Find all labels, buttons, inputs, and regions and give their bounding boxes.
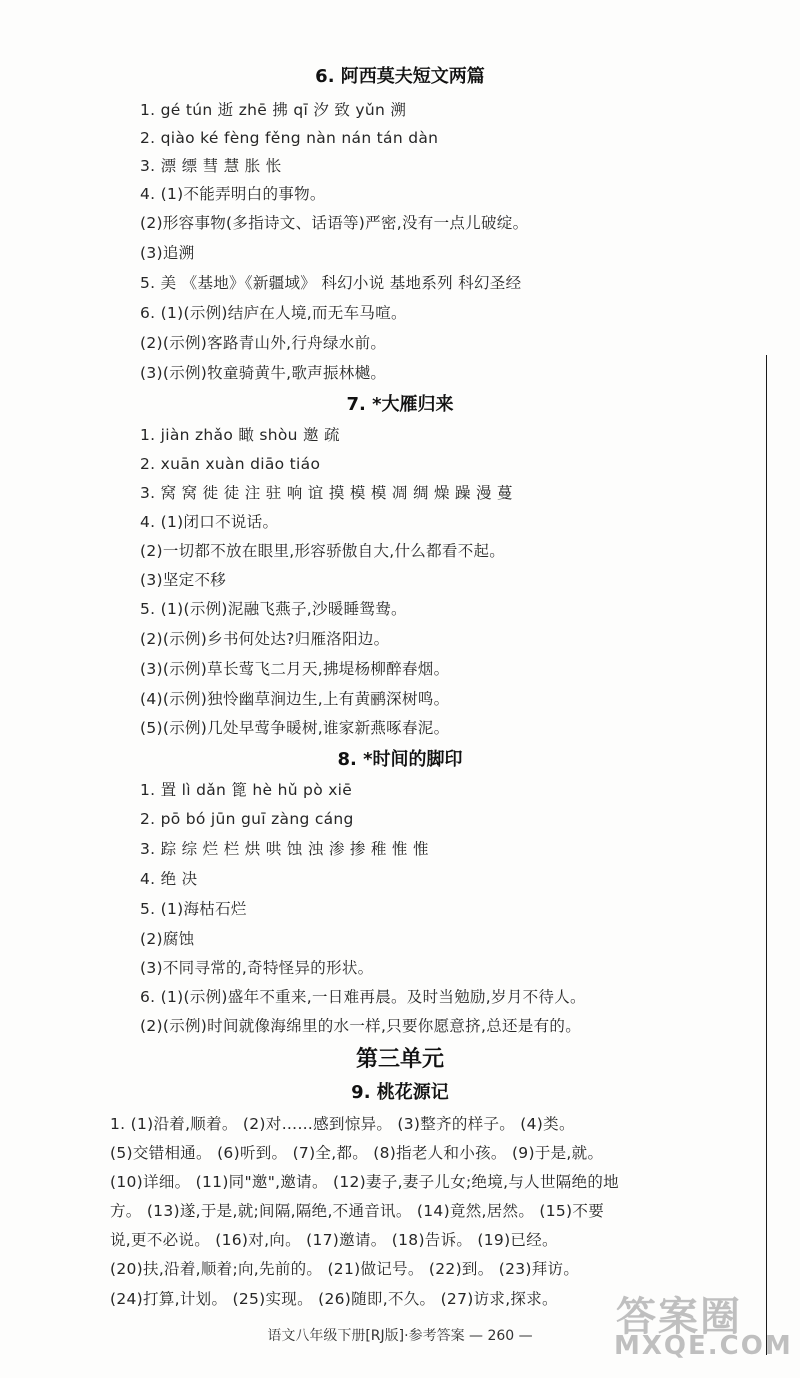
answer-line: 1. gé tún 逝 zhē 拂 qī 汐 致 yǔn 溯 [140, 101, 407, 119]
page-edge-rule [766, 355, 767, 1355]
watermark-bottom-text: MXQE.COM [614, 1331, 793, 1361]
section-title-7: 7. *大雁归来 [346, 394, 454, 415]
answer-line: (24)打算,计划。 (25)实现。 (26)随即,不久。 (27)访求,探求。 [110, 1290, 558, 1308]
answer-line: (2)形容事物(多指诗文、话语等)严密,没有一点儿破绽。 [140, 214, 529, 232]
section-title-6: 6. 阿西莫夫短文两篇 [315, 66, 485, 87]
answer-line: 3. 漂 缥 彗 慧 胀 怅 [140, 157, 282, 175]
answer-line: 方。 (13)遂,于是,就;间隔,隔绝,不通音讯。 (14)竟然,居然。 (15)不要 [110, 1202, 604, 1220]
answer-line: (2)一切都不放在眼里,形容骄傲自大,什么都看不起。 [140, 542, 506, 560]
answer-line: (3)不同寻常的,奇特怪异的形状。 [140, 959, 374, 977]
answer-line: (2)(示例)客路青山外,行舟绿水前。 [140, 334, 387, 352]
answer-line: 2. xuān xuàn diāo tiáo [140, 455, 321, 473]
answer-line: (5)(示例)几处早莺争暖树,谁家新燕啄春泥。 [140, 719, 450, 737]
answer-line: (20)扶,沿着,顺着;向,先前的。 (21)做记号。 (22)到。 (23)拜访。 [110, 1260, 580, 1278]
answer-line: 说,更不必说。 (16)对,向。 (17)邀请。 (18)告诉。 (19)已经。 [110, 1231, 558, 1249]
answer-line: 1. 置 lì dǎn 篦 hè hǔ pò xiē [140, 781, 353, 799]
watermark-top-text: 答案圈 [616, 1294, 742, 1340]
answer-line: 4. (1)不能弄明白的事物。 [140, 185, 326, 203]
answer-line: 5. 美 《基地》《新疆域》 科幻小说 基地系列 科幻圣经 [140, 274, 522, 292]
answer-line: (3)(示例)牧童骑黄牛,歌声振林樾。 [140, 364, 387, 382]
answer-line: 4. 绝 决 [140, 870, 198, 888]
answer-line: (2)(示例)乡书何处达?归雁洛阳边。 [140, 630, 390, 648]
answer-line: 6. (1)(示例)结庐在人境,而无车马喧。 [140, 304, 407, 322]
page-footer: 语文八年级下册[RJ版]·参考答案 — 260 — [267, 1328, 533, 1344]
section-title-9: 9. 桃花源记 [351, 1082, 449, 1103]
answer-line: (3)追溯 [140, 244, 195, 262]
answer-line: (10)详细。 (11)同"邀",邀请。 (12)妻子,妻子儿女;绝境,与人世隔绝的地 [110, 1173, 619, 1191]
answer-line: 1. (1)沿着,顺着。 (2)对……感到惊异。 (3)整齐的样子。 (4)类。 [110, 1115, 575, 1133]
answer-line: (3)(示例)草长莺飞二月天,拂堤杨柳醉春烟。 [140, 660, 450, 678]
answer-line: (2)腐蚀 [140, 930, 195, 948]
unit-title: 第三单元 [355, 1047, 444, 1072]
answer-line: 2. qiào ké fèng fěng nàn nán tán dàn [140, 129, 439, 147]
answer-line: 3. 踪 综 烂 栏 烘 哄 蚀 浊 渗 掺 稚 惟 惟 [140, 840, 429, 858]
answer-line: 5. (1)(示例)泥融飞燕子,沙暖睡鸳鸯。 [140, 600, 407, 618]
answer-line: 5. (1)海枯石烂 [140, 900, 247, 918]
watermark-logo [610, 1285, 793, 1365]
answer-line: (3)坚定不移 [140, 571, 227, 589]
answer-line: 3. 窝 窝 徙 徒 注 驻 响 谊 摸 模 模 凋 绸 燥 躁 漫 蔓 [140, 484, 513, 502]
answer-line: 4. (1)闭口不说话。 [140, 513, 279, 531]
answer-line: 6. (1)(示例)盛年不重来,一日难再晨。及时当勉励,岁月不待人。 [140, 988, 586, 1006]
section-title-8: 8. *时间的脚印 [337, 749, 463, 770]
answer-line: 2. pō bó jūn guī zàng cáng [140, 810, 354, 828]
answer-line: (2)(示例)时间就像海绵里的水一样,只要你愿意挤,总还是有的。 [140, 1017, 582, 1035]
answer-line: 1. jiàn zhǎo 瞰 shòu 邀 疏 [140, 426, 340, 444]
answer-line: (5)交错相通。 (6)听到。 (7)全,都。 (8)指老人和小孩。 (9)于是,就。 [110, 1144, 604, 1162]
answer-line: (4)(示例)独怜幽草涧边生,上有黄鹂深树鸣。 [140, 690, 450, 708]
